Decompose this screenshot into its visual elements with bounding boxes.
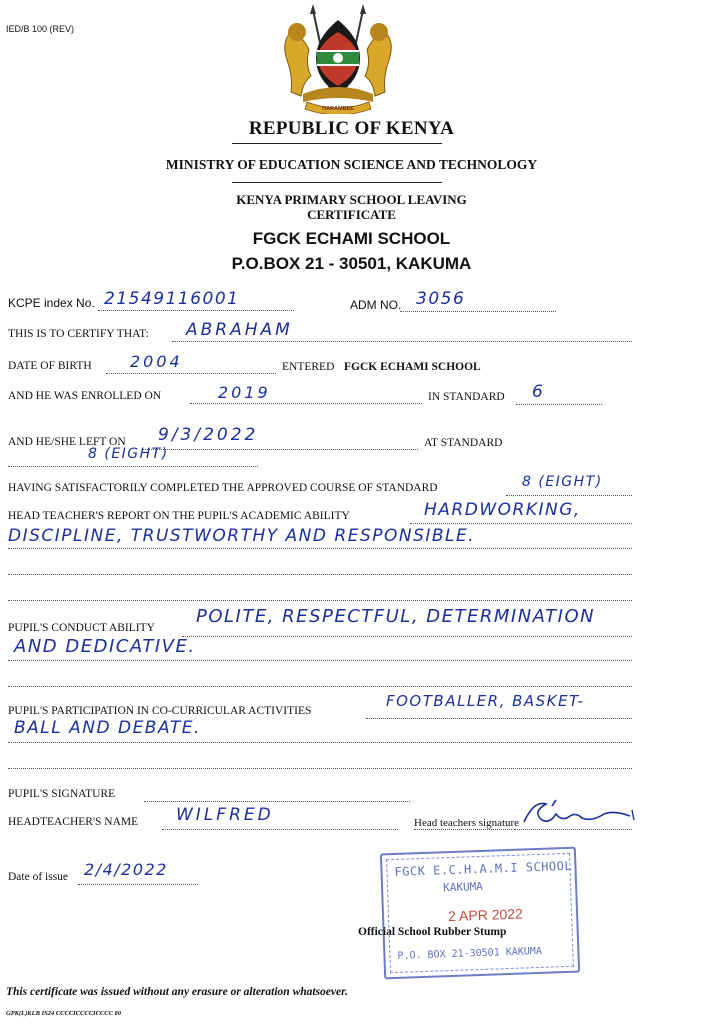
co-curricular-label: PUPIL'S PARTICIPATION IN CO-CURRICULAR ACTIVITIES [8,705,312,717]
conduct-value-1: POLITE, RESPECTFUL, DETERMINATION [196,606,596,627]
dotted-line [400,311,556,312]
stamp-address: P.O. BOX 21-30501 KAKUMA [397,945,543,962]
dotted-line [172,341,632,342]
country-heading: REPUBLIC OF KENYA [248,118,455,139]
dotted-line [190,403,422,404]
dob-label: DATE OF BIRTH [8,360,92,372]
standard-value: 6 [532,382,545,402]
dotted-line [410,523,632,524]
dotted-line [8,574,632,575]
academic-ability-label: HEAD TEACHER'S REPORT ON THE PUPIL'S ACADEMIC ABILITY [8,510,350,522]
headteacher-name-label: HEADTEACHER'S NAME [8,816,139,828]
conduct-label: PUPIL'S CONDUCT ABILITY [8,622,155,634]
dotted-line [516,404,602,405]
stamp-school-name: FGCK E.C.H.A.M.I SCHOOL [394,858,573,879]
certificate-title-line2: CERTIFICATE [307,207,396,222]
certificate-note: This certificate was issued without any erasure or alteration whatsoever. [6,986,348,998]
dotted-line [414,829,512,830]
dotted-line [8,768,632,769]
dotted-line [8,466,258,467]
at-standard-label: AT STANDARD [424,437,503,449]
enrolled-label: AND HE WAS ENROLLED ON [8,390,162,402]
at-standard-value: 8 (EIGHT) [88,446,169,462]
school-name: FGCK ECHAMI SCHOOL [252,229,451,248]
certificate-title [0,192,703,222]
dotted-line [506,495,632,496]
dotted-line [8,686,632,687]
adm-no-label: ADM NO. [350,298,402,312]
dotted-line [182,636,632,637]
headteacher-signature [518,796,642,832]
form-code: IED/B 100 (REV) [6,24,75,34]
dotted-line [366,718,632,719]
conduct-value-2: AND DEDICATIVE. [14,636,196,657]
dotted-line [78,884,198,885]
date-of-issue-value: 2/4/2022 [84,860,168,879]
headteacher-name-value: WILFRED [176,805,274,825]
entered-school: FGCK ECHAMI SCHOOL [344,361,481,373]
kcpe-index-value: 21549116001 [104,289,240,309]
certify-label: THIS IS TO CERTIFY THAT: [8,328,149,340]
left-on-value: 9/3/2022 [158,425,259,445]
enrolled-value: 2019 [218,383,271,402]
entered-label: ENTERED [282,361,335,373]
co-curricular-value-2: BALL AND DEBATE. [14,718,201,738]
dotted-line [106,373,276,374]
kenya-coat-of-arms [273,2,403,114]
dotted-line [8,660,632,661]
dotted-line [8,548,632,549]
stamp-town: KAKUMA [442,879,484,895]
adm-no-value: 3056 [416,289,466,309]
crest-motto: HARAMBEE [322,106,354,112]
printer-code: GPK(L)KLB IS24 CCCCICCCCICCCC 80 [6,1010,122,1017]
stamp-date: 2 APR 2022 [447,905,524,925]
certificate-title-line1: KENYA PRIMARY SCHOOL LEAVING [236,192,467,207]
dob-value: 2004 [130,352,183,371]
date-of-issue-label: Date of issue [8,871,69,883]
dotted-line [98,310,294,311]
standard-label: IN STANDARD [428,391,505,403]
completed-label: HAVING SATISFACTORILY COMPLETED THE APPROVED COURSE OF STANDARD [8,482,438,494]
kcpe-index-label: KCPE index No. [8,296,95,310]
academic-ability-value-2: DISCIPLINE, TRUSTWORTHY AND RESPONSIBLE. [8,526,476,546]
left-on-label: AND HE/SHE LEFT ON [8,436,126,448]
ministry-heading: MINISTRY OF EDUCATION SCIENCE AND TECHNOLOGY [165,157,538,172]
school-address: P.O.BOX 21 - 30501, KAKUMA [231,254,472,273]
headteacher-signature-label: Head teachers signature [414,817,520,829]
academic-ability-value-1: HARDWORKING, [424,500,581,520]
divider [232,182,442,183]
dotted-line [144,801,410,802]
co-curricular-value-1: FOOTBALLER, BASKET- [386,692,585,710]
completed-value: 8 (EIGHT) [522,474,603,490]
divider [232,143,442,144]
dotted-line [8,600,632,601]
dotted-line [162,829,398,830]
dotted-line [8,742,632,743]
pupil-signature-label: PUPIL'S SIGNATURE [8,788,116,800]
stamp-caption: Official School Rubber Stump [358,926,507,938]
school-rubber-stamp [380,847,580,980]
dotted-line [142,449,418,450]
pupil-name-value: ABRAHAM [186,320,293,340]
